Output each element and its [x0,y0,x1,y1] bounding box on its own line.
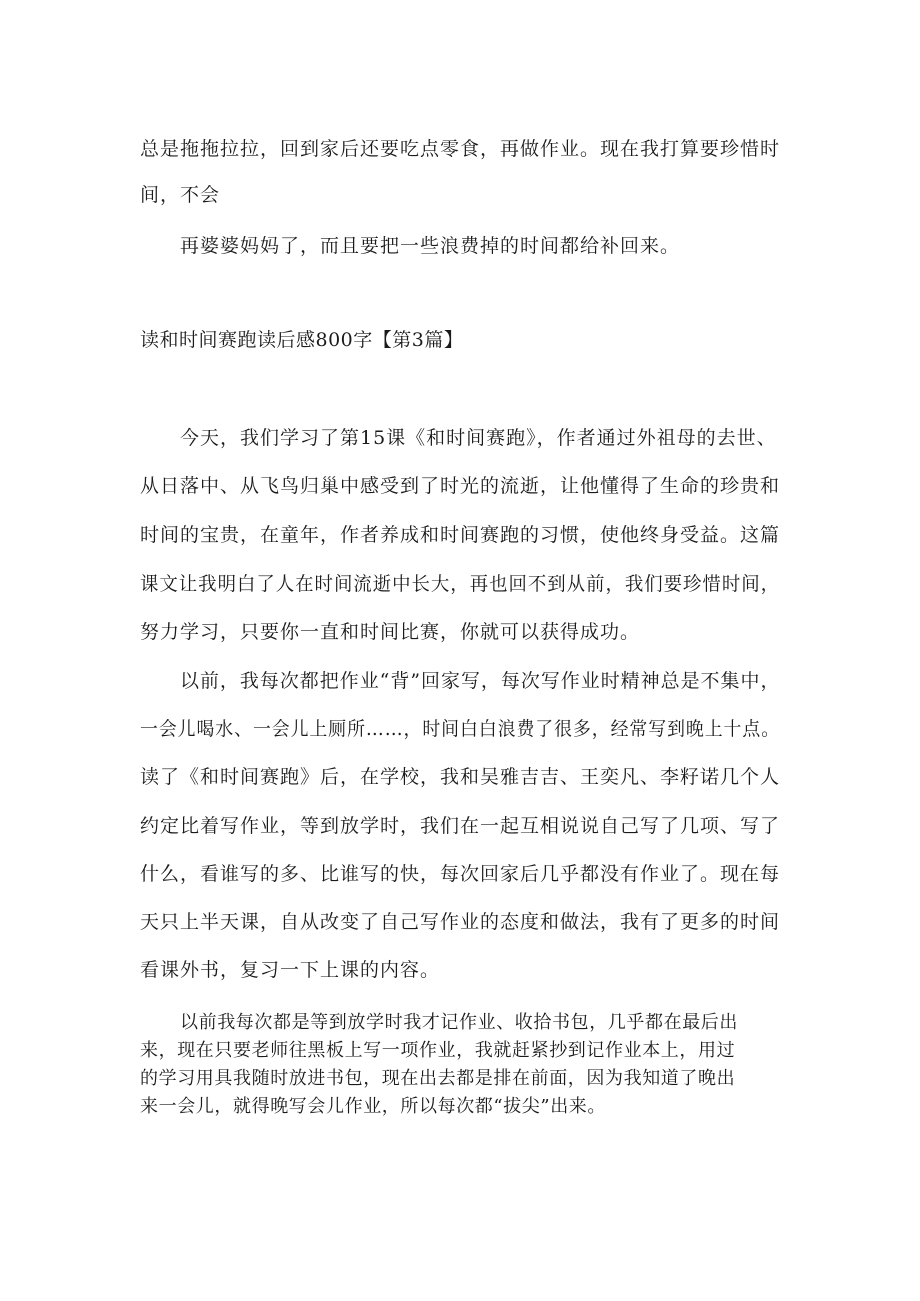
paragraph-1-line-1: 今天，我们学习了第15课《和时间赛跑》，作者通过外祖母的去世、 [180,427,777,449]
paragraph-1-line-3: 时间的宝贵，在童年，作者养成和时间赛跑的习惯，使他终身受益。这篇 [140,524,781,546]
paragraph-2-line-5: 什么，看谁写的多、比谁写的快，每次回家后几乎都没有作业了。现在每 [140,863,781,885]
paragraph-3-line-4: 来一会儿，就得晚写会儿作业，所以每次都“拔尖”出来。 [140,1096,607,1117]
paragraph-3-line-1: 以前我每次都是等到放学时我才记作业、收拾书包，几乎都在最后出 [180,1012,738,1033]
paragraph-1-line-4: 课文让我明白了人在时间流逝中长大，再也回不到从前，我们要珍惜时间， [140,573,781,595]
paragraph-2-line-1: 以前，我每次都把作业“背”回家写，每次写作业时精神总是不集中， [180,670,781,692]
paragraph-2-line-6: 天只上半天课，自从改变了自己写作业的态度和做法，我有了更多的时间 [140,911,781,933]
section-title: 读和时间赛跑读后感800字【第3篇】 [140,329,464,351]
intro-line-3: 再婆婆妈妈了，而且要把一些浪费掉的时间都给补回来。 [180,235,681,257]
paragraph-2-line-3: 读了《和时间赛跑》后，在学校，我和吴雅吉吉、王奕凡、李籽诺几个人 [140,766,781,788]
paragraph-1-line-5: 努力学习，只要你一直和时间比赛，你就可以获得成功。 [140,621,641,643]
intro-line-2: 间，不会 [140,184,221,206]
paragraph-1-line-2: 从日落中、从飞鸟归巢中感受到了时光的流逝，让他懂得了生命的珍贵和 [140,475,781,497]
intro-line-1: 总是拖拖拉拉，回到家后还要吃点零食，再做作业。现在我打算要珍惜时 [140,138,781,160]
paragraph-3-line-2: 来，现在只要老师往黑板上写一项作业，我就赶紧抄到记作业本上，用过 [140,1040,736,1061]
paragraph-2-line-2: 一会儿喝水、一会儿上厕所……，时间白白浪费了很多，经常写到晚上十点。 [140,718,781,740]
paragraph-3-line-3: 的学习用具我随时放进书包，现在出去都是排在前面，因为我知道了晚出 [140,1068,736,1089]
paragraph-2-line-7: 看课外书，复习一下上课的内容。 [140,959,441,981]
paragraph-2-line-4: 约定比着写作业，等到放学时，我们在一起互相说说自己写了几项、写了 [140,815,781,837]
